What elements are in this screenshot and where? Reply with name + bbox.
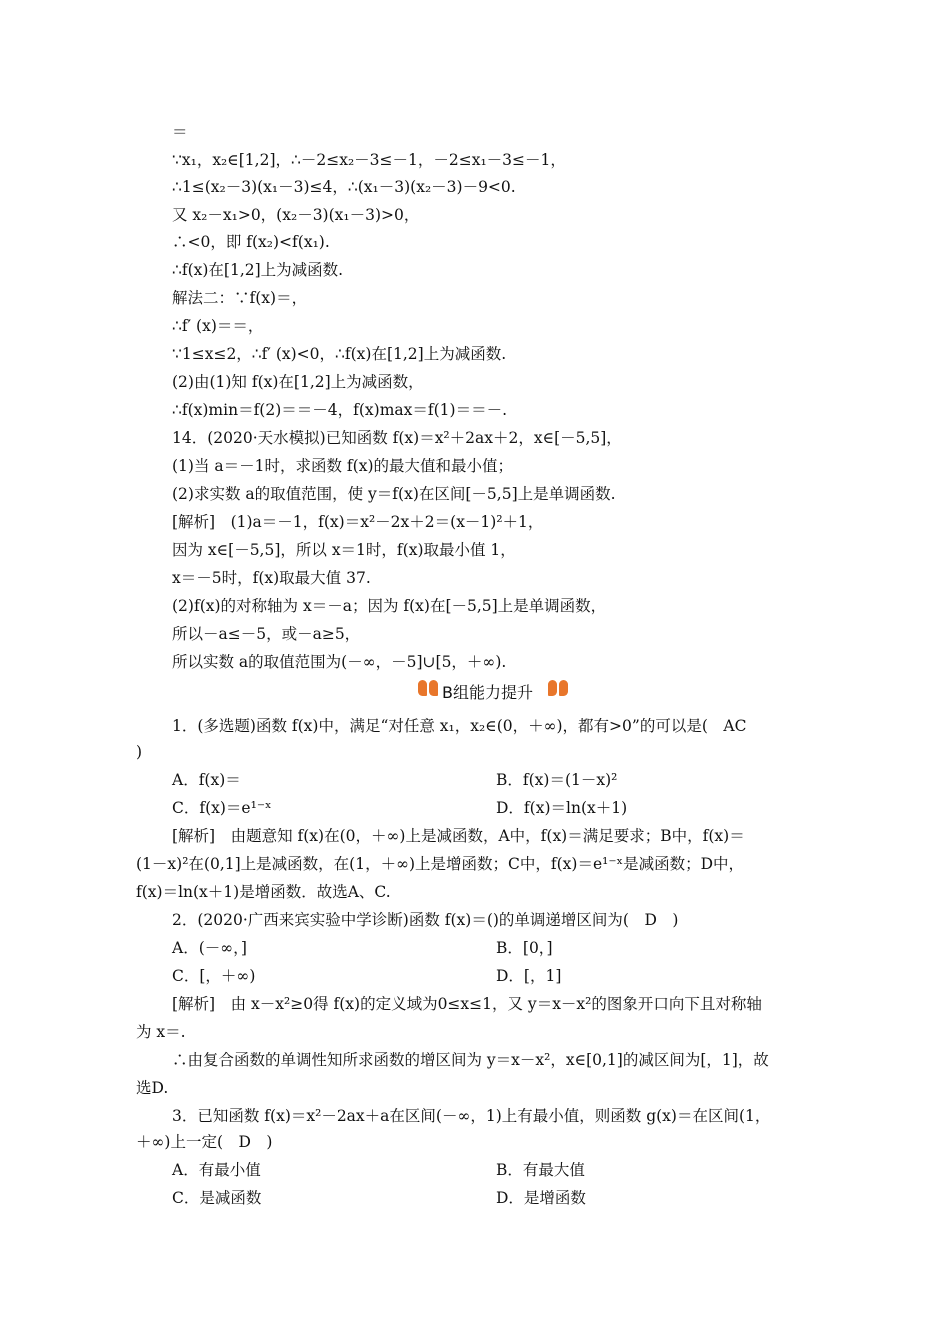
text-line: ∵1≤x≤2，∴f′ (x)<0，∴f(x)在[1,2]上为减函数. xyxy=(172,345,507,363)
option-c: C．[，＋∞) xyxy=(172,967,256,985)
option-c: C．是减函数 xyxy=(172,1189,262,1207)
option-c: C．f(x)＝e¹⁻ˣ xyxy=(172,799,272,817)
text-line: 因为 x∈[－5,5]，所以 x＝1时，f(x)取最小值 1， xyxy=(172,541,516,559)
text-line: (2)由(1)知 f(x)在[1,2]上为减函数， xyxy=(172,373,424,391)
solution-line: [解析] 由 x－x²≥0得 f(x)的定义域为0≤x≤1，又 y＝x－x²的图象开口向下且对称轴 xyxy=(172,995,762,1013)
solution-line: (1－x)²在(0,1]上是减函数，在(1，＋∞)上是增函数；C中，f(x)＝e¹⁻ˣ是减函数；D中， xyxy=(136,855,745,873)
text-line: 所以实数 a的取值范围为(－∞，－5]∪[5，＋∞). xyxy=(172,653,507,671)
option-d: D．[，1] xyxy=(496,967,562,985)
text-line: 所以－a≤－5，或－a≥5， xyxy=(172,625,361,643)
text-line: ∴f(x)min＝f(2)＝＝－4，f(x)max＝f(1)＝＝－. xyxy=(172,401,507,419)
question-14-stem: 14．(2020·天水模拟)已知函数 f(x)＝x²＋2ax＋2，x∈[－5,5]， xyxy=(172,429,622,447)
text-line: ∴1≤(x₂－3)(x₁－3)≤4，∴(x₁－3)(x₂－3)－9<0. xyxy=(172,178,516,196)
section-title: B组能力提升 xyxy=(442,683,533,702)
option-d: D．f(x)＝ln(x＋1) xyxy=(496,799,628,817)
text-line: (2)f(x)的对称轴为 x＝－a；因为 f(x)在[－5,5]上是单调函数， xyxy=(172,597,607,615)
text-line: ∴f′ (x)＝＝， xyxy=(172,317,264,335)
text-line: ＝ xyxy=(172,123,188,141)
text-line: ∵x₁，x₂∈[1,2]，∴－2≤x₂－3≤－1，－2≤x₁－3≤－1， xyxy=(172,151,566,169)
text-line: [解析] (1)a＝－1，f(x)＝x²－2x＋2＝(x－1)²＋1， xyxy=(172,513,544,531)
question-2-stem: 2．(2020·广西来宾实验中学诊断)函数 f(x)＝()的单调递增区间为( D ) xyxy=(172,911,679,929)
option-b: B．[0，] xyxy=(496,939,553,957)
section-banner xyxy=(418,680,568,708)
question-1-stem-cont: ) xyxy=(136,743,143,761)
text-line: (2)求实数 a的取值范围，使 y＝f(x)在区间[－5,5]上是单调函数. xyxy=(172,485,616,503)
text-line: ∴f(x)在[1,2]上为减函数. xyxy=(172,261,344,279)
solution-line: ∴由复合函数的单调性知所求函数的增区间为 y＝x－x²，x∈[0,1]的减区间为[，1]，故 xyxy=(172,1051,769,1069)
text-line: 解法二：∵f(x)＝， xyxy=(172,289,308,307)
option-a: A．有最小值 xyxy=(172,1161,261,1179)
option-a: A．f(x)＝ xyxy=(172,771,241,789)
close-quote-icon xyxy=(546,680,568,702)
option-b: B．f(x)＝(1－x)² xyxy=(496,771,618,789)
text-line: 又 x₂－x₁>0，(x₂－3)(x₁－3)>0， xyxy=(172,206,420,224)
question-1-stem: 1．(多选题)函数 f(x)中，满足“对任意 x₁，x₂∈(0，＋∞)，都有>0”的可以是( AC xyxy=(172,717,747,735)
solution-line: [解析] 由题意知 f(x)在(0，＋∞)上是减函数，A中，f(x)＝满足要求；B中，f(x)＝ xyxy=(172,827,745,845)
question-3-stem: 3．已知函数 f(x)＝x²－2ax＋a在区间(－∞，1)上有最小值，则函数 g(x)＝在区间(1， xyxy=(172,1107,771,1125)
question-3-stem-cont: ＋∞)上一定( D ) xyxy=(136,1133,273,1151)
open-quote-icon xyxy=(418,680,440,702)
solution-line: 选D. xyxy=(136,1079,169,1097)
option-a: A．(－∞，] xyxy=(172,939,247,957)
option-d: D．是增函数 xyxy=(496,1189,586,1207)
text-line: x＝－5时，f(x)取最大值 37. xyxy=(172,569,371,587)
text-line: (1)当 a＝－1时，求函数 f(x)的最大值和最小值； xyxy=(172,457,513,475)
solution-line: 为 x＝. xyxy=(136,1023,186,1041)
option-b: B．有最大值 xyxy=(496,1161,585,1179)
solution-line: f(x)＝ln(x＋1)是增函数．故选A、C. xyxy=(136,883,391,901)
text-line: ∴<0，即 f(x₂)<f(x₁). xyxy=(172,233,330,251)
